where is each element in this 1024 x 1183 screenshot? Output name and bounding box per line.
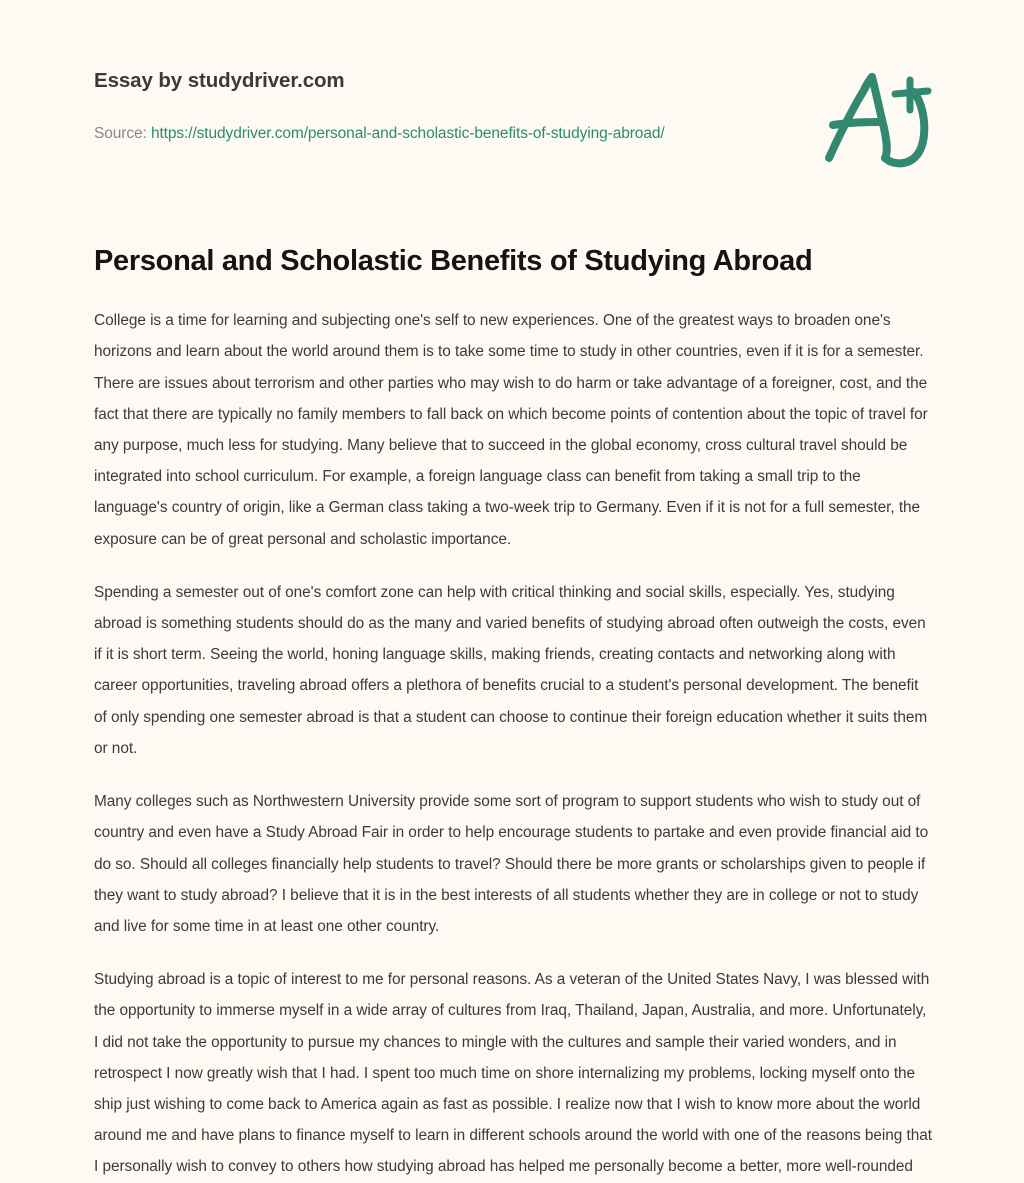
- paragraph: College is a time for learning and subjecting one's self to new experiences. One of the greatest ways to broaden one's horizons and learn about the world around them is to take some time to study in other countries, even if it is for a semester. There are issues about terrorism and other parties who may wish to do harm or take advantage of a foreigner, cost, and the fact that there are typically no family members to fall back on which become points of contention about the topic of travel for any purpose, much less for studying. Many believe that to succeed in the global economy, cross cultural travel should be integrated into school curriculum. For example, a foreign language class can benefit from taking a small trip to the language's country of origin, like a German class taking a two-week trip to Germany. Even if it is not for a full semester, the exposure can be of great personal and scholastic importance.: [94, 312, 928, 548]
- article-body: [94, 305, 932, 1182]
- source-line: [94, 125, 665, 143]
- paragraph: Studying abroad is a topic of interest to me for personal reasons. As a veteran of the United States Navy, I was blessed with the opportunity to immerse myself in a wide array of cultures from Iraq, Thailand, Japan, Australia, and more. Unfortunately, I did not take the opportunity to pursue my chances to mingle with the cultures and sample their varied wonders, and in retrospect I now greatly wish that I had. I spent too much time on shore internalizing my problems, locking myself onto the ship just wishing to come back to America again as fast as possible. I realize now that I wish to know more about the world around me and have plans to finance myself to learn in different schools around the world with one of the reasons being that I personally wish to convey to others how studying abroad has helped me personally become a better, more well-rounded: [94, 971, 932, 1176]
- page-header: [0, 0, 1024, 205]
- source-label: Source:: [94, 125, 147, 142]
- source-url-link[interactable]: https://studydriver.com/personal-and-scholastic-benefits-of-studying-abroad/: [150, 125, 665, 142]
- page-title: Personal and Scholastic Benefits of Studying Abroad: [94, 245, 813, 277]
- paragraph: Spending a semester out of one's comfort zone can help with critical thinking and social skills, especially. Yes, studying abroad is something students should do as the many and varied benefits of studying abroad often outweigh the costs, even if it is short term. Seeing the world, honing language skills, making friends, creating contacts and networking along with career opportunities, traveling abroad offers a plethora of benefits crucial to a student's personal development. The benefit of only spending one semester abroad is that a student can choose to continue their foreign education whether it suits them or not.: [94, 583, 928, 757]
- byline: Essay by studydriver.com: [94, 69, 345, 92]
- paragraph: Many colleges such as Northwestern University provide some sort of program to support students who wish to study out of country and even have a Study Abroad Fair in order to help encourage students to partake and even provide financial aid to do so. Should all colleges financially help students to travel? Should there be more grants or scholarships given to people if they want to study abroad? I believe that it is in the best interests of all students whether they are in college or not to study and live for some time in at least one other country.: [94, 793, 929, 935]
- a-plus-logo: [812, 66, 944, 170]
- article: [94, 243, 932, 1183]
- a-plus-logo-icon: [812, 66, 944, 170]
